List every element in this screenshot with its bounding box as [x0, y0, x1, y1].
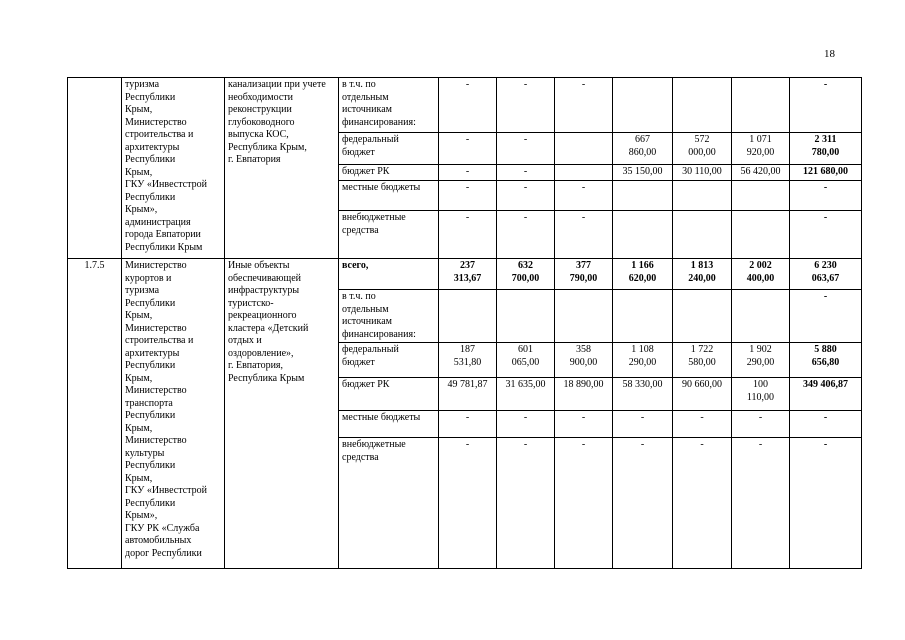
value-cell: 30 110,00 — [673, 165, 732, 181]
value-cell: - — [732, 438, 790, 569]
value-cell: - — [439, 438, 497, 569]
value-cell — [732, 211, 790, 259]
total-cell: 5 880 656,80 — [790, 343, 862, 378]
value-cell — [732, 78, 790, 133]
item-number-cell — [68, 78, 122, 259]
value-cell: 1 166 620,00 — [613, 259, 673, 290]
value-cell: 187 531,80 — [439, 343, 497, 378]
value-cell — [497, 290, 555, 343]
table-row — [68, 78, 862, 133]
value-cell: - — [673, 411, 732, 438]
value-cell: 1 108 290,00 — [613, 343, 673, 378]
financing-table — [67, 77, 862, 569]
total-cell: - — [790, 411, 862, 438]
value-cell — [555, 290, 613, 343]
value-cell — [555, 133, 613, 165]
total-cell: 121 680,00 — [790, 165, 862, 181]
value-cell — [732, 181, 790, 211]
source-cell: федеральный бюджет — [339, 343, 439, 378]
total-cell: - — [790, 78, 862, 133]
value-cell: 1 813 240,00 — [673, 259, 732, 290]
value-cell: - — [497, 438, 555, 569]
value-cell: - — [555, 78, 613, 133]
value-cell — [673, 211, 732, 259]
value-cell: - — [613, 411, 673, 438]
value-cell: - — [613, 438, 673, 569]
value-cell: - — [439, 133, 497, 165]
value-cell — [673, 78, 732, 133]
value-cell: - — [555, 211, 613, 259]
value-cell: - — [555, 181, 613, 211]
object-cell: канализации при учете необходимости реконструкции глубоководного выпуска КОС, Республика Крым, г. Евпатория — [225, 78, 339, 259]
value-cell: - — [497, 165, 555, 181]
value-cell: - — [497, 133, 555, 165]
value-cell: - — [439, 165, 497, 181]
source-cell: местные бюджеты — [339, 181, 439, 211]
source-cell: внебюджетные средства — [339, 211, 439, 259]
total-cell: - — [790, 290, 862, 343]
value-cell: 58 330,00 — [613, 378, 673, 411]
value-cell: 49 781,87 — [439, 378, 497, 411]
total-cell: - — [790, 181, 862, 211]
value-cell: - — [555, 438, 613, 569]
value-cell — [673, 290, 732, 343]
value-cell: - — [439, 411, 497, 438]
value-cell: 632 700,00 — [497, 259, 555, 290]
value-cell: 1 071 920,00 — [732, 133, 790, 165]
value-cell: 601 065,00 — [497, 343, 555, 378]
source-cell: местные бюджеты — [339, 411, 439, 438]
value-cell: 90 660,00 — [673, 378, 732, 411]
value-cell: 2 002 400,00 — [732, 259, 790, 290]
value-cell: 31 635,00 — [497, 378, 555, 411]
value-cell: 572 000,00 — [673, 133, 732, 165]
value-cell: 377 790,00 — [555, 259, 613, 290]
source-cell: федеральный бюджет — [339, 133, 439, 165]
value-cell: 667 860,00 — [613, 133, 673, 165]
value-cell: - — [439, 181, 497, 211]
value-cell — [673, 181, 732, 211]
page-number: 18 — [824, 48, 835, 60]
value-cell: - — [497, 181, 555, 211]
value-cell: - — [497, 78, 555, 133]
table-row — [68, 259, 862, 290]
value-cell — [613, 181, 673, 211]
value-cell: 56 420,00 — [732, 165, 790, 181]
value-cell: 237 313,67 — [439, 259, 497, 290]
value-cell: - — [497, 411, 555, 438]
value-cell: 18 890,00 — [555, 378, 613, 411]
source-cell: в т.ч. по отдельным источникам финансирования: — [339, 78, 439, 133]
value-cell: 358 900,00 — [555, 343, 613, 378]
value-cell: - — [732, 411, 790, 438]
executor-cell: туризма Республики Крым, Министерство строительства и архитектуры Республики Крым, ГКУ «Инвестстрой Республики Крым», администрация города Евпатории Республики Крым — [122, 78, 225, 259]
object-cell: Иные объекты обеспечивающей инфраструктуры туристско- рекреационного кластера «Детский отдых и оздоровление», г. Евпатория, Республика Крым — [225, 259, 339, 569]
value-cell: 35 150,00 — [613, 165, 673, 181]
source-cell: внебюджетные средства — [339, 438, 439, 569]
total-cell: 6 230 063,67 — [790, 259, 862, 290]
value-cell: - — [497, 211, 555, 259]
value-cell: 1 722 580,00 — [673, 343, 732, 378]
total-cell: - — [790, 438, 862, 569]
value-cell — [613, 78, 673, 133]
source-cell: в т.ч. по отдельным источникам финансирования: — [339, 290, 439, 343]
total-cell: - — [790, 211, 862, 259]
value-cell: - — [439, 78, 497, 133]
item-number-cell: 1.7.5 — [68, 259, 122, 569]
value-cell: 1 902 290,00 — [732, 343, 790, 378]
value-cell — [732, 290, 790, 343]
value-cell: 100 110,00 — [732, 378, 790, 411]
source-cell: бюджет РК — [339, 165, 439, 181]
value-cell: - — [555, 411, 613, 438]
value-cell: - — [673, 438, 732, 569]
total-cell: 2 311 780,00 — [790, 133, 862, 165]
total-cell: 349 406,87 — [790, 378, 862, 411]
value-cell — [613, 211, 673, 259]
value-cell — [555, 165, 613, 181]
value-cell — [439, 290, 497, 343]
executor-cell: Министерство курортов и туризма Республики Крым, Министерство строительства и архитектуры Республики Крым, Министерство транспорта Республики Крым, Министерство культуры Республики Крым, ГКУ «Инвестстрой Республики Крым», ГКУ РК «Служба автомобильных дорог Республики — [122, 259, 225, 569]
value-cell: - — [439, 211, 497, 259]
value-cell — [613, 290, 673, 343]
source-cell: всего, — [339, 259, 439, 290]
source-cell: бюджет РК — [339, 378, 439, 411]
